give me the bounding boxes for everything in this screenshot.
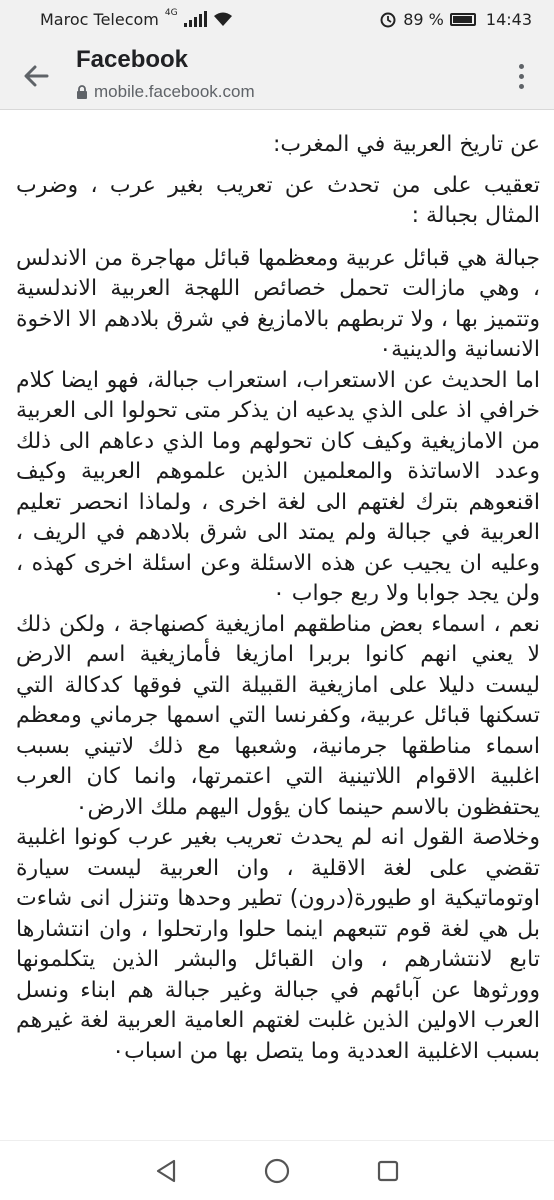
circle-home-icon xyxy=(263,1157,291,1185)
status-left xyxy=(40,10,233,29)
network-type: 4G xyxy=(164,8,178,18)
battery-icon xyxy=(450,13,476,26)
post-heading: عن تاريخ العربية في المغرب: xyxy=(272,132,540,157)
signal-icon xyxy=(184,11,207,27)
nav-back-button[interactable] xyxy=(146,1151,186,1191)
alarm-icon xyxy=(379,10,397,28)
system-nav-bar xyxy=(0,1140,554,1200)
square-recents-icon xyxy=(376,1159,400,1183)
status-bar xyxy=(0,0,554,38)
nav-recents-button[interactable] xyxy=(368,1151,408,1191)
arrow-left-icon xyxy=(23,65,49,87)
wifi-icon xyxy=(213,11,233,27)
lock-icon xyxy=(76,85,88,100)
post-paragraph: وخلاصة القول انه لم يحدث تعريب بغير عرب كونوا اغلبية تقضي على لغة الاقلية ، وان العربية ليست سيارة اوتوماتيكية او طيورة(درون) تطير وحدها وتنزل انى شاءت بل هي لغة قوم تتبعهم اينما حلوا وارتحلوا ، وان انتشارها تابع لانتشارهم ، وان القبائل والبشر الذين يتكلمونها وورثوها عن آبائهم في جبالة وغير جبالة هم ابناء ونسل العرب الاولين الذين غلبت لغتهم العامية العربية لغة غيرهم بسبب الاغلبية العددية وما يتصل بها من اسباب۰ xyxy=(16,825,540,1064)
nav-home-button[interactable] xyxy=(257,1151,297,1191)
status-right xyxy=(379,10,532,29)
url-text: mobile.facebook.com xyxy=(94,82,255,101)
battery-percent: 89 % xyxy=(403,9,444,29)
post-content xyxy=(0,110,554,1140)
post-intro: تعقيب على من تحدث عن تعريب بغير عرب ، وضرب المثال بجبالة : xyxy=(16,172,540,228)
more-vert-icon xyxy=(519,64,524,89)
overflow-menu-button[interactable] xyxy=(506,58,536,94)
url-display[interactable] xyxy=(76,82,255,102)
post-paragraph: اما الحديث عن الاستعراب، استعراب جبالة، فهو ايضا كلام خرافي اذ على الذي يدعيه ان يذكر متى تحولوا الى العربية من الامازيغية وكيف كان تحولهم وما الذي دعاهم الى ذلك وعدد الاساتذة والمعلمين الذين علموهم العربية وكيف اقنعوهم بترك لغتهم الى لغة اخرى ، ولماذا انحصر تعليم العربية في جبالة ولم يمتد الى شرق بلادهم في الريف ، وعليه ان يجيب عن هذه الاسئلة وعن اسئلة اخرى كهذه ، ولن يجد جوابا ولا ربع جواب ۰ xyxy=(16,367,540,606)
post-paragraph: نعم ، اسماء بعض مناطقهم امازيغية كصنهاجة ، ولكن ذلك لا يعني انهم كانوا بربرا امازيغا فأمازيغية اسم الارض ليست دليلا على امازيغية القبيلة التي فوقها كدكالة التي تسكنها قبائل عربية، وكفرنسا التي اسمها جرماني ومعظم اسماء مناطقها جرمانية، وشعبها مع ذلك لاتيني بسبب اغلبية الاقوام اللاتينية التي اعتمرتها، وانما كان العرب يحتفظون بالاسم حينما كان يؤول اليهم ملك الارض۰ xyxy=(16,611,540,820)
post-paragraph: جبالة هي قبائل عربية ومعظمها قبائل مهاجرة من الاندلس ، وهي مازالت تحمل خصائص اللهجة العربية الاندلسية وتتميز بها ، ولا تربطهم بالامازيغ في شرق بلادهم الا الاخوة الانسانية والدينية۰ xyxy=(16,245,540,362)
page-title: Facebook xyxy=(76,46,189,73)
triangle-back-icon xyxy=(154,1158,178,1184)
carrier-name: Maroc Telecom xyxy=(40,9,159,29)
back-button[interactable] xyxy=(14,54,58,98)
custom-tab-toolbar xyxy=(0,38,554,110)
clock: 14:43 xyxy=(485,9,532,29)
